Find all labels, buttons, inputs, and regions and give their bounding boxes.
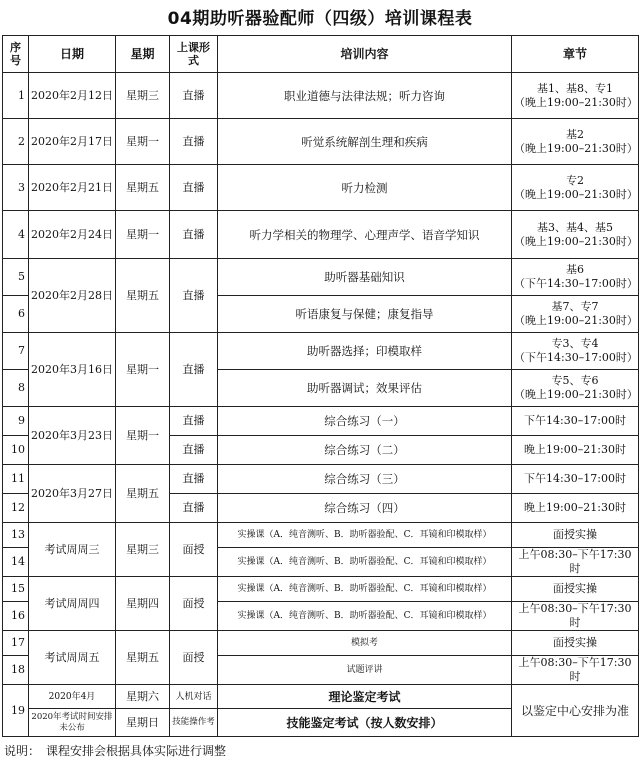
header-date: 日期 — [29, 36, 116, 73]
page-title: 04期助听器验配师（四级）培训课程表 — [167, 9, 473, 29]
row-date: 2020年考试时间安排未公布 — [29, 709, 116, 737]
table-row — [3, 631, 639, 656]
row-content: 综合练习（二） — [218, 436, 512, 465]
row-weekday: 星期一 — [116, 407, 170, 465]
chapter-time: （晚上19:00–21:30时） — [514, 187, 638, 201]
row-content: 实操课（A．纯音测听、B．助听器验配、C．耳镜和印模取样） — [218, 548, 512, 577]
row-weekday: 星期一 — [116, 119, 170, 165]
header-weekday: 星期 — [116, 36, 170, 73]
row-number: 17 — [3, 631, 29, 656]
row-chapter: 面授实操 — [512, 523, 639, 548]
row-content: 综合练习（三） — [218, 465, 512, 494]
row-chapter: 晚上19:00–21:30时 — [512, 436, 639, 465]
row-weekday: 星期五 — [116, 165, 170, 211]
header-chapter: 章节 — [512, 36, 639, 73]
chapter-code: 基1、基8、专1 — [537, 81, 613, 95]
row-mode: 直播 — [170, 73, 218, 119]
table-row — [3, 165, 639, 211]
row-date: 2020年2月21日 — [29, 165, 116, 211]
table-row — [3, 465, 639, 494]
row-mode: 技能操作考 — [170, 709, 218, 737]
footnote — [4, 742, 226, 760]
row-chapter — [512, 119, 639, 165]
row-content: 实操课（A．纯音测听、B．助听器验配、C．耳镜和印模取样） — [218, 602, 512, 631]
row-mode: 直播 — [170, 165, 218, 211]
row-content: 助听器选择；印模取样 — [218, 333, 512, 370]
footnote-text: 课程安排会根据具体实际进行调整 — [46, 744, 227, 758]
row-number: 6 — [3, 296, 29, 333]
row-mode: 人机对话 — [170, 685, 218, 709]
row-date: 2020年3月27日 — [29, 465, 116, 523]
row-date: 考试周周五 — [29, 631, 116, 685]
row-weekday: 星期三 — [116, 73, 170, 119]
table-row — [3, 211, 639, 259]
row-weekday: 星期四 — [116, 577, 170, 631]
row-number: 12 — [3, 494, 29, 523]
row-content: 模拟考 — [218, 631, 512, 656]
row-number: 18 — [3, 656, 29, 685]
row-content: 听觉系统解剖生理和疾病 — [218, 119, 512, 165]
row-mode: 直播 — [170, 494, 218, 523]
chapter-time: （晚上19:00–21:30时） — [514, 314, 638, 327]
row-weekday: 星期一 — [116, 333, 170, 407]
row-content: 助听器基础知识 — [218, 259, 512, 296]
row-date: 考试周周三 — [29, 523, 116, 577]
row-content: 综合练习（四） — [218, 494, 512, 523]
chapter-time: （下午14:30–17:00时） — [514, 351, 638, 364]
row-date: 2020年3月16日 — [29, 333, 116, 407]
row-content: 听力检测 — [218, 165, 512, 211]
row-mode: 直播 — [170, 119, 218, 165]
row-number: 2 — [3, 119, 29, 165]
chapter-code: 专3、专4 — [551, 337, 599, 350]
row-mode: 直播 — [170, 333, 218, 407]
row-number: 11 — [3, 465, 29, 494]
row-chapter: 下午14:30–17:00时 — [512, 465, 639, 494]
row-chapter: 上午08:30–下午17:30时 — [512, 602, 639, 631]
row-number: 15 — [3, 577, 29, 602]
table-row — [3, 523, 639, 548]
row-chapter — [512, 259, 639, 296]
row-number: 7 — [3, 333, 29, 370]
row-mode: 直播 — [170, 436, 218, 465]
row-content: 实操课（A．纯音测听、B．助听器验配、C．耳镜和印模取样） — [218, 523, 512, 548]
row-number: 9 — [3, 407, 29, 436]
row-chapter — [512, 296, 639, 333]
row-mode: 直播 — [170, 259, 218, 333]
row-mode: 面授 — [170, 577, 218, 631]
row-number: 14 — [3, 548, 29, 577]
table-row — [3, 407, 639, 436]
row-chapter — [512, 370, 639, 407]
row-date: 2020年2月12日 — [29, 73, 116, 119]
row-content: 技能鉴定考试（按人数安排） — [218, 709, 512, 737]
row-number: 3 — [3, 165, 29, 211]
row-weekday: 星期日 — [116, 709, 170, 737]
table-row — [3, 119, 639, 165]
chapter-code: 基2 — [566, 127, 584, 141]
header-content: 培训内容 — [218, 36, 512, 73]
header-no: 序号 — [3, 36, 29, 73]
row-number: 19 — [3, 685, 29, 737]
row-chapter — [512, 211, 639, 259]
chapter-code: 基7、专7 — [551, 300, 599, 313]
chapter-code: 专2 — [566, 173, 584, 187]
row-number: 10 — [3, 436, 29, 465]
row-date: 考试周周四 — [29, 577, 116, 631]
row-chapter: 面授实操 — [512, 577, 639, 602]
row-mode: 面授 — [170, 523, 218, 577]
chapter-time: （晚上19:00–21:30时） — [514, 234, 638, 248]
chapter-code: 专5、专6 — [551, 374, 599, 387]
row-date: 2020年3月23日 — [29, 407, 116, 465]
row-number: 16 — [3, 602, 29, 631]
row-number: 1 — [3, 73, 29, 119]
row-content: 实操课（A．纯音测听、B．助听器验配、C．耳镜和印模取样） — [218, 577, 512, 602]
row-weekday: 星期一 — [116, 211, 170, 259]
row-mode: 面授 — [170, 631, 218, 685]
row-content: 听力学相关的物理学、心理声学、语音学知识 — [218, 211, 512, 259]
row-content: 助听器调试；效果评估 — [218, 370, 512, 407]
row-content: 试题评讲 — [218, 656, 512, 685]
table-row — [3, 685, 639, 709]
row-chapter: 面授实操 — [512, 631, 639, 656]
row-date: 2020年4月 — [29, 685, 116, 709]
row-date: 2020年2月24日 — [29, 211, 116, 259]
row-mode: 直播 — [170, 407, 218, 436]
row-number: 8 — [3, 370, 29, 407]
header-mode: 上课形式 — [170, 36, 218, 73]
row-number: 5 — [3, 259, 29, 296]
row-chapter: 上午08:30–下午17:30时 — [512, 548, 639, 577]
row-chapter: 以鉴定中心安排为准 — [512, 685, 639, 737]
row-chapter: 下午14:30–17:00时 — [512, 407, 639, 436]
row-chapter — [512, 333, 639, 370]
row-chapter: 晚上19:00–21:30时 — [512, 494, 639, 523]
chapter-time: （晚上19:00–21:30时） — [514, 141, 638, 155]
row-chapter — [512, 73, 639, 119]
table-row — [3, 259, 639, 296]
row-number: 4 — [3, 211, 29, 259]
row-date: 2020年2月17日 — [29, 119, 116, 165]
row-content: 理论鉴定考试 — [218, 685, 512, 709]
row-content: 职业道德与法律法规；听力咨询 — [218, 73, 512, 119]
schedule-table — [2, 35, 639, 737]
row-chapter: 上午08:30–下午17:30时 — [512, 656, 639, 685]
chapter-time: （晚上19:00–21:30时） — [514, 95, 638, 109]
row-mode: 直播 — [170, 465, 218, 494]
row-chapter — [512, 165, 639, 211]
chapter-time: （晚上19:00–21:30时） — [514, 388, 638, 401]
table-row — [3, 333, 639, 370]
row-date: 2020年2月28日 — [29, 259, 116, 333]
footnote-label: 说明： — [4, 744, 41, 758]
row-weekday: 星期五 — [116, 465, 170, 523]
chapter-code: 基3、基4、基5 — [537, 220, 613, 234]
row-content: 综合练习（一） — [218, 407, 512, 436]
row-weekday: 星期五 — [116, 259, 170, 333]
row-weekday: 星期三 — [116, 523, 170, 577]
table-row — [3, 577, 639, 602]
row-mode: 直播 — [170, 211, 218, 259]
row-weekday: 星期五 — [116, 631, 170, 685]
row-number: 13 — [3, 523, 29, 548]
chapter-time: （下午14:30–17:00时） — [514, 277, 638, 290]
row-weekday: 星期六 — [116, 685, 170, 709]
table-row — [3, 73, 639, 119]
chapter-code: 基6 — [566, 263, 584, 276]
header-row — [3, 36, 639, 73]
row-content: 听语康复与保健；康复指导 — [218, 296, 512, 333]
